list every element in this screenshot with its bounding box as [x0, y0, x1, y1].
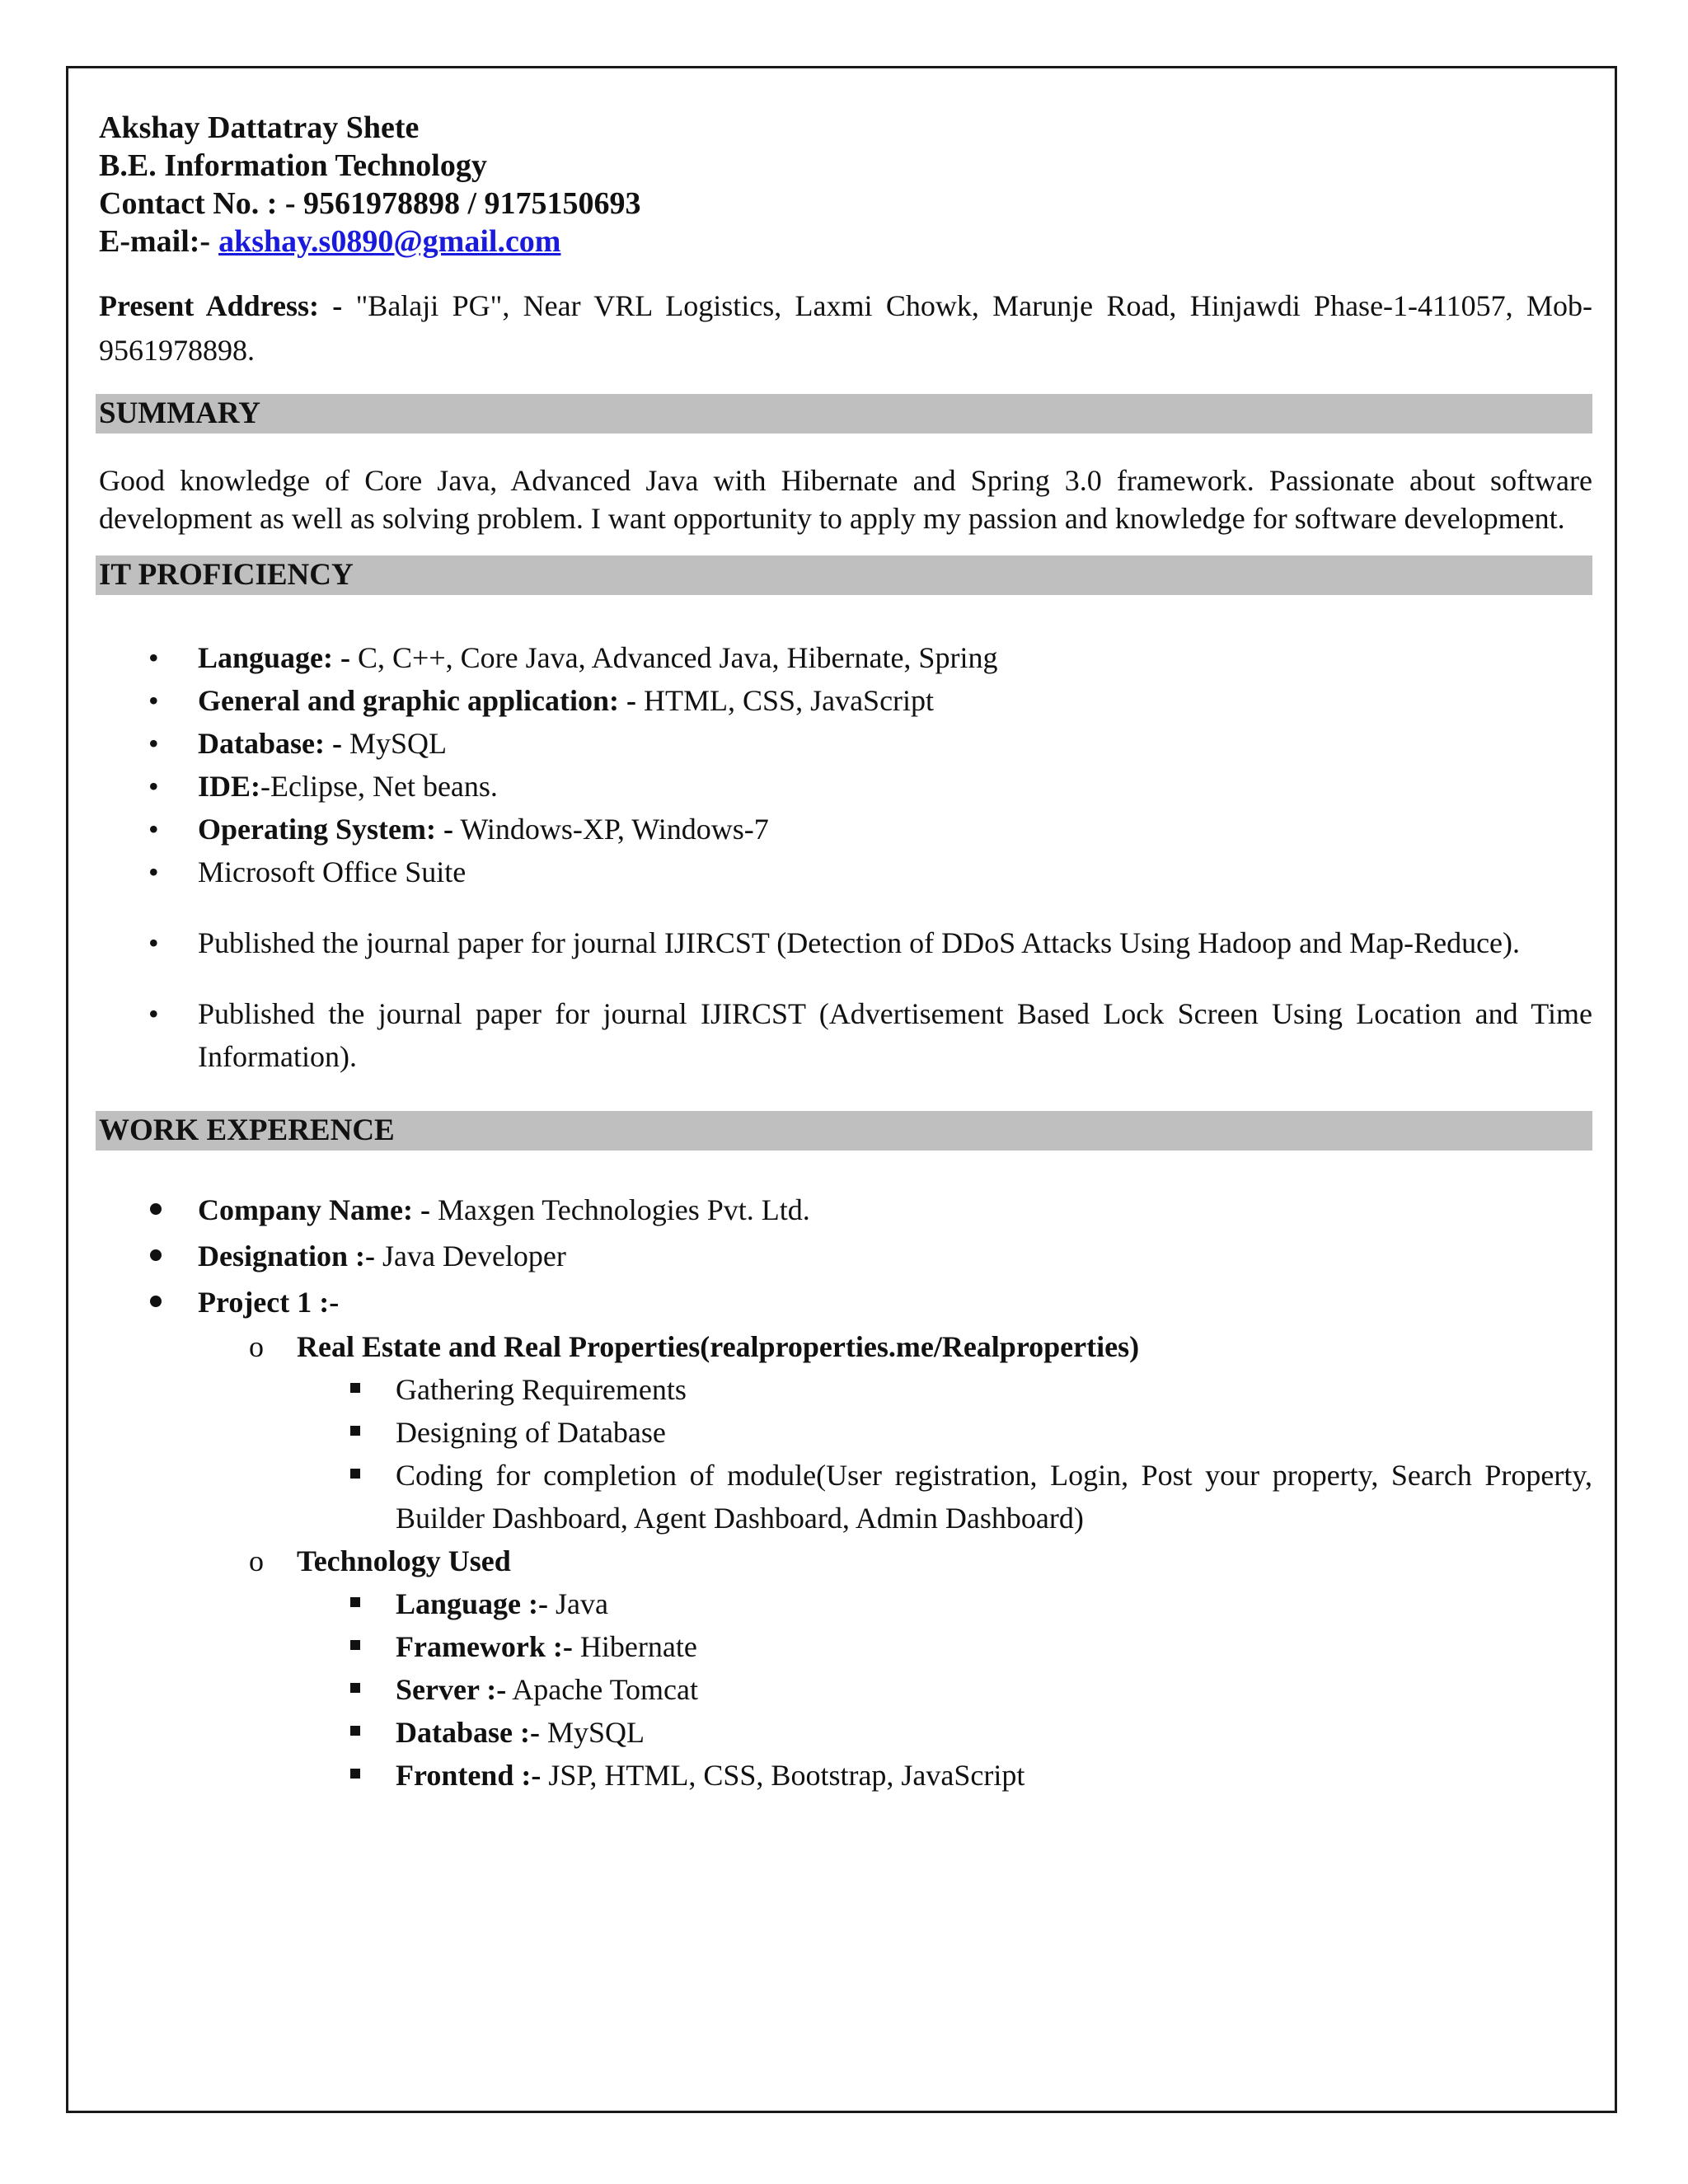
tech-label: Server :-: [396, 1673, 507, 1706]
item-text: MySQL: [341, 727, 448, 760]
email-label: E-mail:-: [99, 224, 211, 259]
list-item-company: [99, 1187, 1592, 1233]
technology-used-label: Technology Used: [297, 1544, 511, 1577]
designation-value: Java Developer: [375, 1240, 566, 1272]
email-link[interactable]: akshay.s0890@gmail.com: [218, 224, 561, 259]
task-text: Gathering Requirements: [396, 1373, 687, 1406]
bullet-icon: •: [148, 855, 159, 888]
bullet-icon: •: [148, 997, 159, 1030]
bullet-icon: •: [148, 770, 159, 803]
list-item: [99, 722, 1592, 765]
list-item: [99, 1668, 1592, 1711]
list-item: [99, 1411, 1592, 1454]
bullet-icon: •: [148, 926, 159, 959]
technology-heading-list: [99, 1540, 1592, 1582]
item-label: General and graphic application: -: [198, 684, 637, 717]
list-item: [99, 636, 1592, 679]
section-heading-summary: SUMMARY: [96, 394, 1592, 434]
summary-text: Good knowledge of Core Java, Advanced Java with Hibernate and Spring 3.0 framework. Passionate about software development as well as solving problem. I want opportunity to apply my passion and knowledge for software development.: [99, 464, 1592, 535]
tech-value: Hibernate: [572, 1630, 697, 1663]
square-bullet-icon: [350, 1469, 360, 1479]
section-heading-it-proficiency: IT PROFICIENCY: [96, 555, 1592, 595]
square-bullet-icon: [350, 1683, 360, 1693]
square-bullet-icon: [350, 1769, 360, 1779]
list-item: [99, 1454, 1592, 1540]
list-item: [99, 679, 1592, 722]
item-label: Operating System: -: [198, 813, 453, 846]
item-text: HTML, CSS, JavaScript: [636, 684, 935, 717]
address-label: Present Address: -: [99, 289, 343, 322]
section-heading-work-experience: WORK EXPERENCE: [96, 1111, 1592, 1151]
work-experience-list: [99, 1187, 1592, 1325]
item-label: Language: -: [198, 641, 351, 674]
project-title-item: [99, 1325, 1592, 1368]
degree: B.E. Information Technology: [99, 148, 487, 183]
circle-bullet-icon: o: [249, 1544, 264, 1577]
tech-label: Framework :-: [396, 1630, 573, 1663]
bullet-icon: [150, 1249, 162, 1261]
item-label: Database: -: [198, 727, 342, 760]
tech-value: MySQL: [539, 1716, 645, 1749]
technology-list: [99, 1582, 1592, 1797]
list-item-designation: [99, 1233, 1592, 1279]
project-tasks: [99, 1368, 1592, 1540]
list-item: [99, 921, 1592, 964]
square-bullet-icon: [350, 1726, 360, 1736]
candidate-name: Akshay Dattatray Shete: [99, 110, 420, 145]
contact-number: Contact No. : - 9561978898 / 9175150693: [99, 186, 641, 221]
square-bullet-icon: [350, 1640, 360, 1650]
bullet-icon: •: [148, 813, 159, 846]
technology-used-item: [99, 1540, 1592, 1582]
tech-value: Java: [548, 1587, 608, 1620]
item-text: Published the journal paper for journal IJIRCST (Advertisement Based Lock Screen Using Location and Time Information).: [198, 997, 1592, 1073]
designation-label: Designation :-: [198, 1240, 375, 1272]
company-name: Maxgen Technologies Pvt. Ltd.: [429, 1193, 810, 1226]
list-item: [99, 808, 1592, 851]
task-text: Designing of Database: [396, 1416, 666, 1449]
task-text: Coding for completion of module(User registration, Login, Post your property, Search Property, Builder Dashboard, Agent Dashboard, Admin Dashboard): [396, 1459, 1592, 1535]
list-item: [99, 1582, 1592, 1625]
square-bullet-icon: [350, 1426, 360, 1436]
bullet-icon: •: [148, 641, 159, 674]
list-item: [99, 1368, 1592, 1411]
tech-value: JSP, HTML, CSS, Bootstrap, JavaScript: [541, 1759, 1025, 1792]
list-item: [99, 765, 1592, 808]
tech-value: Apache Tomcat: [506, 1673, 698, 1706]
address-text: "Balaji PG", Near VRL Logistics, Laxmi Chowk, Marunje Road, Hinjawdi Phase-1-411057, Mob-9561978898.: [99, 289, 1593, 367]
email-line: [99, 223, 1592, 260]
project-title: Real Estate and Real Properties(realproperties.me/Realproperties): [297, 1330, 1140, 1363]
project-details: [99, 1325, 1592, 1368]
tech-label: Frontend :-: [396, 1759, 542, 1792]
square-bullet-icon: [350, 1597, 360, 1607]
circle-bullet-icon: o: [249, 1330, 264, 1363]
list-item: [99, 1625, 1592, 1668]
item-label: IDE:: [198, 770, 261, 803]
bullet-icon: [150, 1203, 162, 1215]
tech-label: Database :-: [396, 1716, 540, 1749]
project-label: Project 1 :-: [198, 1286, 340, 1319]
list-item-project: [99, 1279, 1592, 1325]
bullet-icon: •: [148, 727, 159, 760]
list-item: [99, 851, 1592, 893]
bullet-icon: [150, 1296, 162, 1307]
tech-label: Language :-: [396, 1587, 549, 1620]
item-text: Windows-XP, Windows-7: [452, 813, 769, 846]
list-item: [99, 992, 1592, 1078]
list-item: [99, 1754, 1592, 1797]
present-address: [99, 284, 1592, 373]
resume-content: [99, 109, 1592, 1797]
it-proficiency-list: [99, 636, 1592, 1078]
item-text: C, C++, Core Java, Advanced Java, Hibernate, Spring: [350, 641, 998, 674]
company-label: Company Name: -: [198, 1193, 430, 1226]
list-item: [99, 1711, 1592, 1754]
item-text: -Eclipse, Net beans.: [260, 770, 498, 803]
item-text: Microsoft Office Suite: [198, 855, 467, 888]
square-bullet-icon: [350, 1383, 360, 1393]
item-text: Published the journal paper for journal IJIRCST (Detection of DDoS Attacks Using Hadoop and Map-Reduce).: [198, 926, 1521, 959]
bullet-icon: •: [148, 684, 159, 717]
